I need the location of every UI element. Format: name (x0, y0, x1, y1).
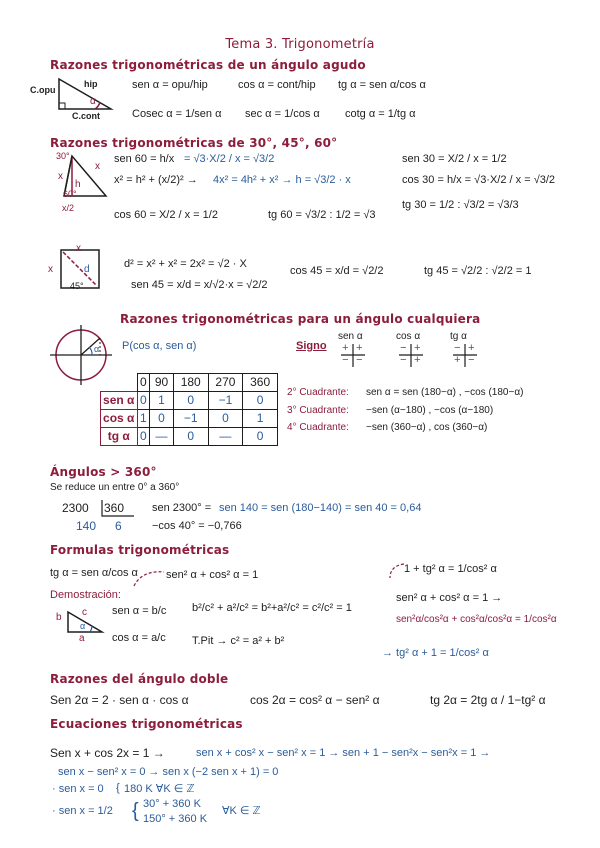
point-p-label: P(cos α, sen α) (122, 340, 197, 352)
table-cell: 0 (208, 410, 243, 428)
table-row-label: tg α (101, 428, 138, 446)
formula-pyth-b: 4x² = 4h² + x² → h = √3/2 · x (213, 174, 351, 186)
formula-tg-def: tg α = sen α/cos α (50, 567, 138, 579)
label-c-cont: C.cont (72, 111, 100, 121)
equation-line-1a: Sen x + cos 2x = 1 → (50, 746, 165, 760)
derivation-line-2: sen²α/cos²α + cos²α/cos²α = 1/cos²α (396, 614, 557, 625)
section-heading-double-angle: Razones del ángulo doble (50, 672, 229, 686)
label-hip: hip (84, 79, 98, 89)
formula-cos60: cos 60 = X/2 / x = 1/2 (114, 209, 218, 221)
formula-sen-double: Sen 2α = 2 · sen α · cos α (50, 693, 189, 707)
sign-tg-tl: − (454, 343, 461, 355)
sign-cos-tr: + (414, 343, 421, 355)
formula-tg: tg α = sen α/cos α (338, 79, 426, 91)
formula-cos45: cos 45 = x/d = √2/2 (290, 265, 384, 277)
formula-cosec: Cosec α = 1/sen α (132, 108, 222, 120)
table-cell: 1 (243, 410, 278, 428)
sign-cos-bl: − (400, 355, 407, 367)
label-half-x: x/2 (62, 203, 75, 213)
label-square-d: d (84, 264, 90, 275)
division-divisor: 360 (104, 501, 125, 515)
reduce-note: Se reduce un entre 0° a 360° (50, 482, 180, 493)
demo-fraction-sum: b²/c² + a²/c² = b²+a²/c² = c²/c² = 1 (192, 602, 352, 614)
table-cell: 1 (137, 410, 150, 428)
formula-tg-double: tg 2α = 2tg α / 1−tg² α (430, 693, 546, 707)
formula-cotg: cotg α = 1/tg α (345, 108, 416, 120)
demo-label-b: b (56, 612, 62, 623)
formula-pythagorean-identity: sen² α + cos² α = 1 (166, 569, 259, 581)
demo-label-a: a (79, 633, 85, 644)
section-heading-equations: Ecuaciones trigonométricas (50, 717, 243, 731)
table-header: 90 (150, 374, 174, 392)
section-heading-acute: Razones trigonométricas de un ángulo agudo (50, 58, 366, 72)
formula-sen60-a: sen 60 = h/x (114, 153, 175, 165)
formula-sen30: sen 30 = X/2 / x = 1/2 (402, 153, 507, 165)
section-heading-formulas: Formulas trigonométricas (50, 543, 230, 557)
label-x-left: x (58, 171, 63, 182)
demo-label-c: c (82, 607, 87, 618)
table-cell: 0 (150, 410, 174, 428)
demo-sen: sen α = b/c (112, 605, 167, 617)
page-title: Tema 3. Trigonometría (225, 37, 375, 52)
equation-line-1b: sen x + cos² x − sen² x = 1 → sen + 1 − sen²x − sen²x = 1 → (196, 747, 491, 759)
table-cell: −1 (208, 392, 243, 410)
formula-sec: sec α = 1/cos α (245, 108, 320, 120)
label-h: h (75, 179, 81, 190)
formula-tg30: tg 30 = 1/2 : √3/2 = √3/3 (402, 199, 519, 211)
division-bracket (100, 499, 136, 519)
table-cell: 0 (173, 428, 208, 446)
signo-label: Signo (296, 340, 327, 352)
sign-cos-tl: − (400, 343, 407, 355)
table-cell: — (208, 428, 243, 446)
sign-sen-label: sen α (338, 331, 363, 342)
derivation-line-3: → tg² α + 1 = 1/cos² α (382, 647, 489, 659)
formula-cos-double: cos 2α = cos² α − sen² α (250, 693, 380, 707)
formula-tg-identity: 1 + tg² α = 1/cos² α (404, 563, 497, 575)
reduce-line-2: −cos 40° = −0,766 (152, 520, 242, 532)
sign-cos-label: cos α (396, 331, 421, 342)
sign-cos-br: + (414, 355, 421, 367)
section-heading-any-angle: Razones trigonométricas para un ángulo cualquiera (120, 312, 481, 326)
table-row-label: cos α (101, 410, 138, 428)
quadrant-3-label: 3° Cuadrante: (287, 405, 349, 416)
formula-tg45: tg 45 = √2/2 : √2/2 = 1 (424, 265, 532, 277)
table-corner (101, 374, 138, 392)
table-cell: 1 (150, 392, 174, 410)
formula-sen: sen α = opu/hip (132, 79, 208, 91)
demo-cos: cos α = a/c (112, 632, 166, 644)
solution-1-brace: { (116, 782, 120, 794)
label-x-right: x (95, 161, 100, 172)
sign-sen-bl: − (342, 355, 349, 367)
solution-1: · sen x = 0 (52, 783, 104, 795)
demo-tpit: T.Pit → c² = a² + b² (192, 635, 285, 647)
equation-line-2: sen x − sen² x = 0 → sen x (−2 sen x + 1) = 0 (58, 766, 279, 778)
demonstration-label: Demostración: (50, 589, 121, 601)
sign-tg-label: tg α (450, 331, 467, 342)
quadrant-2-label: 2° Cuadrante: (287, 387, 349, 398)
table-header: 360 (243, 374, 278, 392)
table-cell: −1 (173, 410, 208, 428)
table-cell: 0 (243, 428, 278, 446)
formula-pyth-a: x² = h² + (x/2)² → (114, 174, 198, 186)
reduce-line-a: sen 2300° = (152, 502, 212, 514)
division-dividend: 2300 (62, 501, 89, 515)
formula-cos30: cos 30 = h/x = √3·X/2 / x = √3/2 (402, 174, 556, 186)
table-header-row (101, 374, 278, 392)
quadrant-3-formula: −sen (α−180) , −cos (α−180) (366, 405, 494, 416)
table-cell: 0 (173, 392, 208, 410)
solution-1-general: 180 K ∀K ∈ ℤ (124, 783, 195, 795)
sign-sen-br: − (356, 355, 363, 367)
table-cell: 0 (137, 392, 150, 410)
table-row (101, 428, 278, 446)
solution-2-brace: { (132, 800, 139, 822)
quadrant-4-label: 4° Cuadrante: (287, 422, 349, 433)
formula-sen45: sen 45 = x/d = x/√2·x = √2/2 (131, 279, 268, 291)
division-remainder: 140 (76, 519, 97, 533)
label-circle-alpha: α (94, 344, 100, 354)
quadrant-4-formula: −sen (360−α) , cos (360−α) (366, 422, 488, 433)
label-square-x-left: x (48, 264, 53, 275)
section-heading-special-angles: Razones trigonométricas de 30°, 45°, 60° (50, 136, 338, 150)
label-square-x-top: x (76, 243, 81, 254)
section-heading-angles-360: Ángulos > 360° (50, 465, 157, 479)
table-row-label: sen α (101, 392, 138, 410)
demo-label-alpha: α (80, 621, 86, 631)
label-alpha: α (90, 96, 96, 107)
formula-d-squared: d² = x² + x² = 2x² = √2 · X (124, 258, 247, 270)
table-header: 180 (173, 374, 208, 392)
sign-tg-br: − (468, 355, 475, 367)
sign-tg-tr: + (468, 343, 475, 355)
formula-sen60-b: = √3·X/2 / x = √3/2 (184, 153, 275, 165)
table-cell: 0 (243, 392, 278, 410)
sign-tg-bl: + (454, 355, 461, 367)
solution-2: · sen x = 1/2 (52, 805, 113, 817)
solution-2-a: 30° + 360 K (143, 798, 201, 810)
table-cell: — (150, 428, 174, 446)
derivation-line-1: sen² α + cos² α = 1 → (396, 592, 503, 604)
formula-cos: cos α = cont/hip (238, 79, 316, 91)
arrow-to-identity (130, 566, 170, 590)
label-45-deg: 45° (70, 281, 84, 291)
label-60-deg: 60° (63, 189, 77, 199)
table-header: 0 (137, 374, 150, 392)
formula-tg60: tg 60 = √3/2 : 1/2 = √3 (268, 209, 376, 221)
label-30-deg: 30° (56, 151, 70, 161)
division-quotient: 6 (115, 519, 122, 533)
reduce-line-b: sen 140 = sen (180−140) = sen 40 = 0,64 (219, 502, 422, 514)
solution-2-b: 150° + 360 K (143, 813, 208, 825)
sign-sen-tl: + (342, 343, 349, 355)
table-header: 270 (208, 374, 243, 392)
special-values-table (100, 373, 278, 446)
quadrant-2-formula: sen α = sen (180−α) , −cos (180−α) (366, 387, 524, 398)
label-c-opu: C.opu (30, 85, 56, 95)
table-cell: 0 (137, 428, 150, 446)
sign-sen-tr: + (356, 343, 363, 355)
solution-2-domain: ∀K ∈ ℤ (222, 805, 261, 817)
table-row (101, 392, 278, 410)
table-row (101, 410, 278, 428)
